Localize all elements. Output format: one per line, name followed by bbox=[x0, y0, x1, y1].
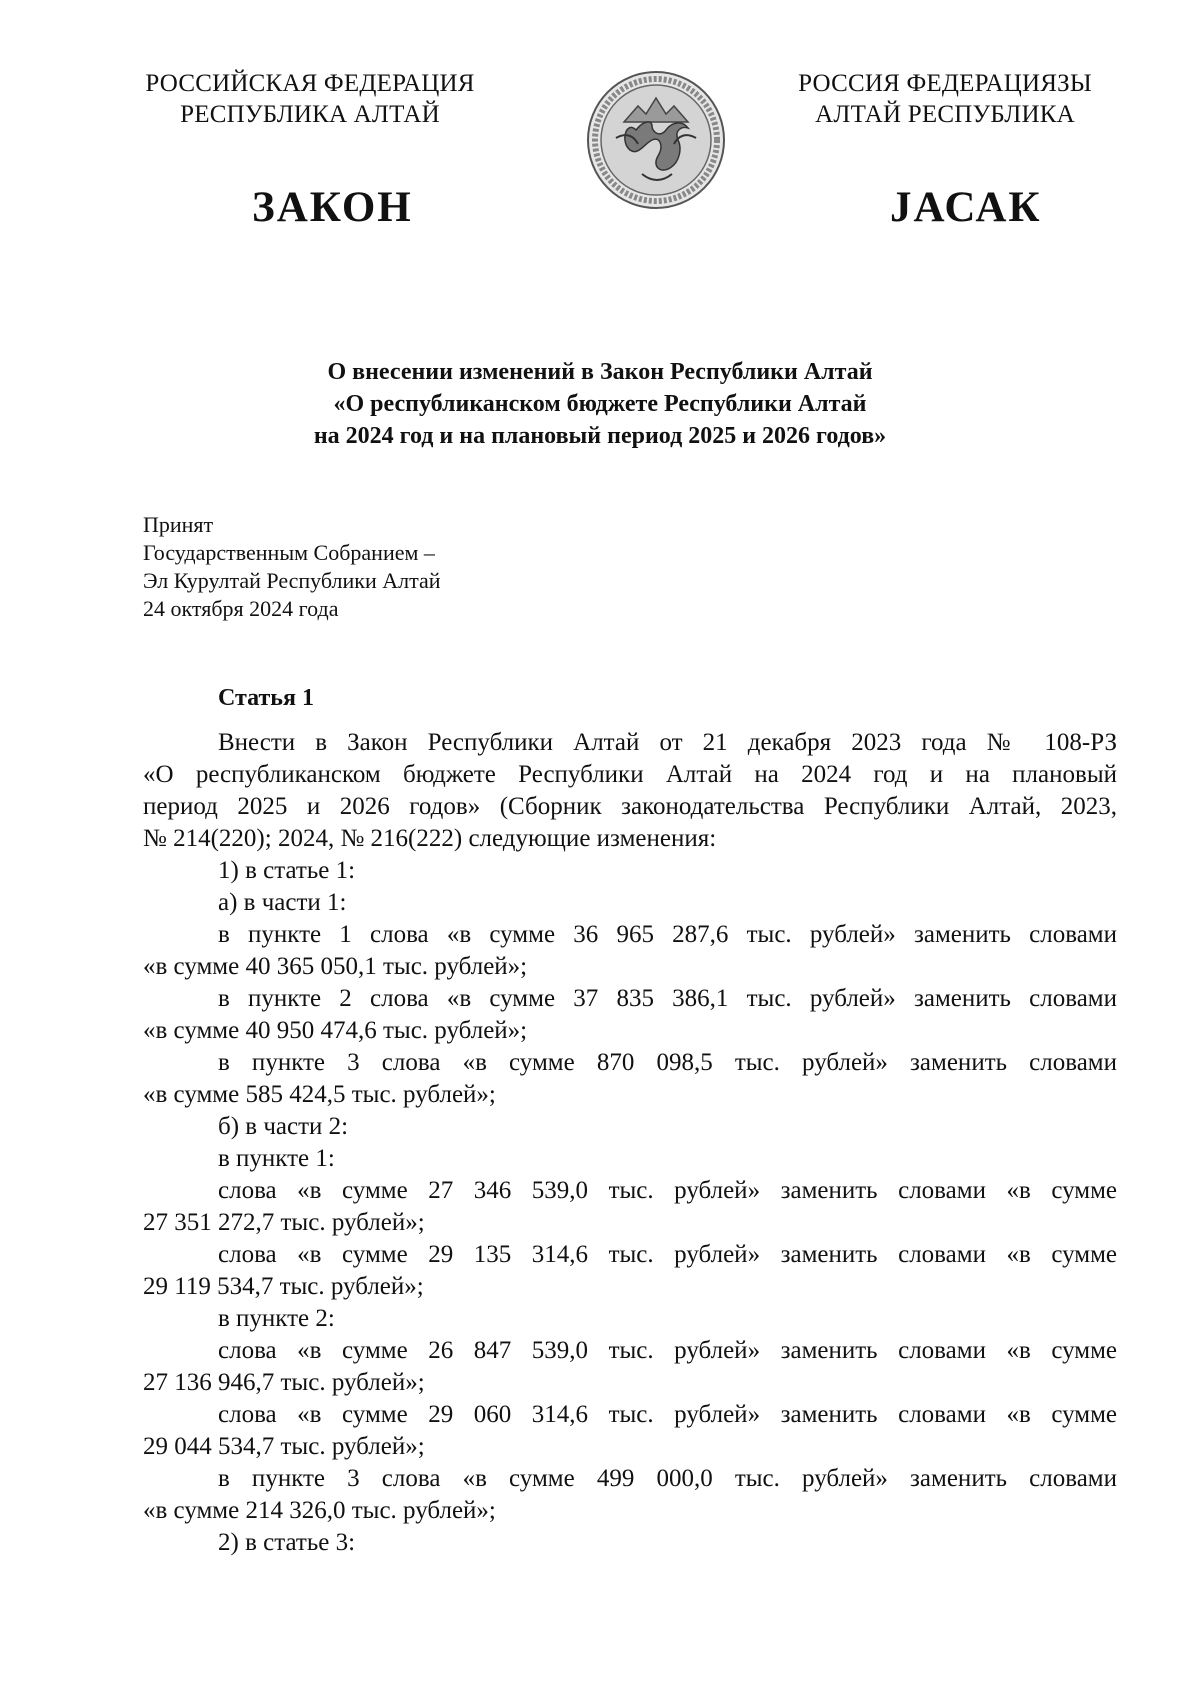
title-line-1: О внесении изменений в Закон Республики Алтай bbox=[327, 359, 873, 385]
amendment-3-line-2: «в сумме 585 424,5 тыс. рублей»; bbox=[143, 1081, 496, 1108]
adoption-block bbox=[143, 511, 441, 623]
intro-line-1: Внести в Закон Республики Алтай от 21 декабря 2023 года № 108-РЗ bbox=[218, 729, 1117, 756]
item-1b-point-2: в пункте 2: bbox=[218, 1305, 335, 1332]
adopted-by-body: Эл Курултай Республики Алтай bbox=[143, 568, 441, 593]
coat-of-arms-emblem bbox=[586, 70, 726, 210]
header-left bbox=[110, 68, 510, 130]
amendment-1-line-1: в пункте 1 слова «в сумме 36 965 287,6 тыс. рублей» заменить словами bbox=[218, 921, 1117, 948]
intro-line-3: период 2025 и 2026 годов» (Сборник законодательства Республики Алтай, 2023, bbox=[143, 793, 1117, 820]
item-1: 1) в статье 1: bbox=[218, 857, 356, 884]
item-1a: а) в части 1: bbox=[218, 889, 347, 916]
amendment-7-line-2: 29 044 534,7 тыс. рублей»; bbox=[143, 1433, 425, 1460]
header-right bbox=[755, 68, 1135, 130]
amendment-3-line-1: в пункте 3 слова «в сумме 870 098,5 тыс. рублей» заменить словами bbox=[218, 1049, 1117, 1076]
amendment-8-line-2: «в сумме 214 326,0 тыс. рублей»; bbox=[143, 1497, 496, 1524]
amendment-4-line-1: слова «в сумме 27 346 539,0 тыс. рублей» заменить словами «в сумме bbox=[218, 1177, 1117, 1204]
title-line-3: на 2024 год и на плановый период 2025 и 2026 годов» bbox=[313, 423, 887, 449]
amendment-2-line-1: в пункте 2 слова «в сумме 37 835 386,1 тыс. рублей» заменить словами bbox=[218, 985, 1117, 1012]
header-left-country: РОССИЙСКАЯ ФЕДЕРАЦИЯ bbox=[145, 70, 475, 97]
item-2: 2) в статье 3: bbox=[218, 1529, 356, 1556]
adopted-date: 24 октября 2024 года bbox=[143, 596, 339, 621]
intro-line-2: «О республиканском бюджете Республики Алтай на 2024 год и на плановый bbox=[143, 761, 1117, 788]
header-right-republic: АЛТАЙ РЕСПУБЛИКА bbox=[815, 101, 1075, 128]
amendment-6-line-1: слова «в сумме 26 847 539,0 тыс. рублей» заменить словами «в сумме bbox=[218, 1337, 1117, 1364]
amendment-1-line-2: «в сумме 40 365 050,1 тыс. рублей»; bbox=[143, 953, 528, 980]
article-body bbox=[143, 727, 1117, 1559]
adopted-by: Государственным Собранием – bbox=[143, 540, 435, 565]
article-heading: Статья 1 bbox=[218, 685, 314, 711]
item-1b: б) в части 2: bbox=[218, 1113, 349, 1140]
item-1b-point-1: в пункте 1: bbox=[218, 1145, 335, 1172]
amendment-4-line-2: 27 351 272,7 тыс. рублей»; bbox=[143, 1209, 425, 1236]
intro-line-4: № 214(220); 2024, № 216(222) следующие изменения: bbox=[143, 825, 717, 852]
law-title-alt: JАСАК bbox=[890, 184, 1042, 231]
amendment-7-line-1: слова «в сумме 29 060 314,6 тыс. рублей» заменить словами «в сумме bbox=[218, 1401, 1117, 1428]
amendment-6-line-2: 27 136 946,7 тыс. рублей»; bbox=[143, 1369, 425, 1396]
amendment-8-line-1: в пункте 3 слова «в сумме 499 000,0 тыс. рублей» заменить словами bbox=[218, 1465, 1117, 1492]
law-title-ru: ЗАКОН bbox=[252, 184, 413, 231]
amendment-5-line-2: 29 119 534,7 тыс. рублей»; bbox=[143, 1273, 424, 1300]
adopted-label: Принят bbox=[143, 512, 214, 537]
header-left-republic: РЕСПУБЛИКА АЛТАЙ bbox=[180, 101, 440, 128]
title-line-2: «О республиканском бюджете Республики Алтай bbox=[333, 391, 867, 417]
amendment-5-line-1: слова «в сумме 29 135 314,6 тыс. рублей» заменить словами «в сумме bbox=[218, 1241, 1117, 1268]
law-subject-title bbox=[150, 356, 1050, 452]
amendment-2-line-2: «в сумме 40 950 474,6 тыс. рублей»; bbox=[143, 1017, 528, 1044]
header-right-country: РОССИЯ ФЕДЕРАЦИЯЗЫ bbox=[798, 70, 1092, 97]
